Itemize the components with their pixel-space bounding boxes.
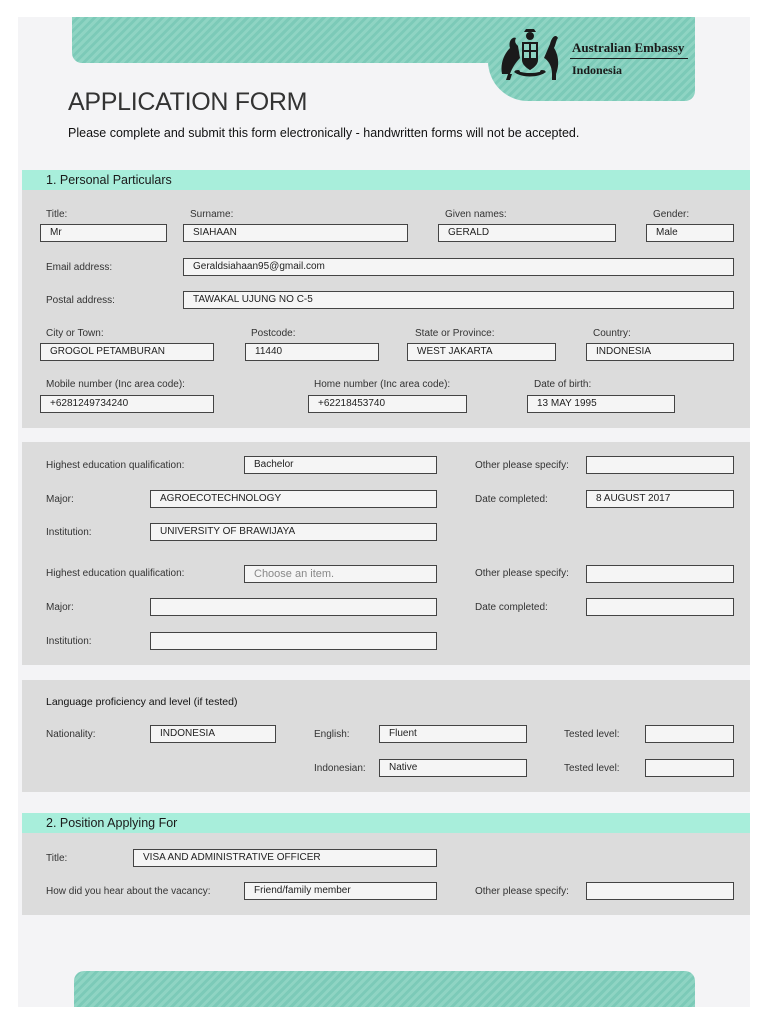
postcode-label: Postcode: — [251, 328, 296, 339]
page-subtitle: Please complete and submit this form electronically - handwritten forms will not be accepted. — [68, 126, 580, 140]
english-label: English: — [314, 729, 350, 740]
qualification-label: Highest education qualification: — [46, 568, 185, 579]
language-heading: Language proficiency and level (if tested) — [46, 696, 238, 708]
mobile-label: Mobile number (Inc area code): — [46, 379, 185, 390]
indonesian-field[interactable]: Native — [379, 759, 527, 777]
gender-field[interactable]: Male — [646, 224, 734, 242]
given-names-field[interactable]: GERALD — [438, 224, 616, 242]
gender-label: Gender: — [653, 209, 690, 220]
indonesian-label: Indonesian: — [314, 763, 366, 774]
date-completed-field[interactable] — [586, 598, 734, 616]
vacancy-source-dropdown[interactable]: Friend/family member — [244, 882, 437, 900]
postal-address-field[interactable]: TAWAKAL UJUNG NO C-5 — [183, 291, 734, 309]
institution-label: Institution: — [46, 636, 92, 647]
tested-level-label: Tested level: — [564, 763, 620, 774]
title-field[interactable]: Mr — [40, 224, 167, 242]
given-names-label: Given names: — [445, 209, 507, 220]
institution-field[interactable]: UNIVERSITY OF BRAWIJAYA — [150, 523, 437, 541]
english-field[interactable]: Fluent — [379, 725, 527, 743]
major-label: Major: — [46, 602, 74, 613]
other-specify-label: Other please specify: — [475, 886, 569, 897]
qualification-dropdown[interactable]: Choose an item. — [244, 565, 437, 583]
institution-label: Institution: — [46, 527, 92, 538]
other-specify-label: Other please specify: — [475, 460, 569, 471]
tested-level-indonesian-field[interactable] — [645, 759, 734, 777]
nationality-label: Nationality: — [46, 729, 96, 740]
major-label: Major: — [46, 494, 74, 505]
state-label: State or Province: — [415, 328, 495, 339]
embassy-divider — [570, 58, 688, 59]
title-label: Title: — [46, 209, 68, 220]
section-2-header: 2. Position Applying For — [22, 813, 750, 833]
other-specify-label: Other please specify: — [475, 568, 569, 579]
date-completed-label: Date completed: — [475, 494, 548, 505]
country-field[interactable]: INDONESIA — [586, 343, 734, 361]
surname-field[interactable]: SIAHAAN — [183, 224, 408, 242]
tested-level-english-field[interactable] — [645, 725, 734, 743]
country-label: Country: — [593, 328, 631, 339]
position-title-label: Title: — [46, 853, 68, 864]
institution-field[interactable] — [150, 632, 437, 650]
home-number-label: Home number (Inc area code): — [314, 379, 451, 390]
date-completed-field[interactable]: 8 AUGUST 2017 — [586, 490, 734, 508]
other-specify-field[interactable] — [586, 565, 734, 583]
postal-address-label: Postal address: — [46, 295, 115, 306]
other-specify-field[interactable] — [586, 882, 734, 900]
embassy-country: Indonesia — [572, 63, 623, 77]
tested-level-label: Tested level: — [564, 729, 620, 740]
city-label: City or Town: — [46, 328, 104, 339]
city-field[interactable]: GROGOL PETAMBURAN — [40, 343, 214, 361]
embassy-name: Australian Embassy — [572, 40, 685, 55]
dob-field[interactable]: 13 MAY 1995 — [527, 395, 675, 413]
email-field[interactable]: Geraldsiahaan95@gmail.com — [183, 258, 734, 276]
position-panel — [22, 833, 750, 915]
qualification-label: Highest education qualification: — [46, 460, 185, 471]
qualification-dropdown[interactable]: Bachelor — [244, 456, 437, 474]
position-title-field[interactable]: VISA AND ADMINISTRATIVE OFFICER — [133, 849, 437, 867]
mobile-field[interactable]: +6281249734240 — [40, 395, 214, 413]
home-number-field[interactable]: +62218453740 — [308, 395, 467, 413]
major-field[interactable]: AGROECOTECHNOLOGY — [150, 490, 437, 508]
dob-label: Date of birth: — [534, 379, 592, 390]
state-field[interactable]: WEST JAKARTA — [407, 343, 556, 361]
email-label: Email address: — [46, 262, 113, 273]
other-specify-field[interactable] — [586, 456, 734, 474]
section-1-header: 1. Personal Particulars — [22, 170, 750, 190]
coat-of-arms-icon — [494, 24, 566, 80]
footer-banner — [74, 971, 695, 1007]
nationality-field[interactable]: INDONESIA — [150, 725, 276, 743]
page-title: APPLICATION FORM — [68, 88, 308, 116]
postcode-field[interactable]: 11440 — [245, 343, 379, 361]
vacancy-source-label: How did you hear about the vacancy: — [46, 886, 211, 897]
date-completed-label: Date completed: — [475, 602, 548, 613]
surname-label: Surname: — [190, 209, 234, 220]
major-field[interactable] — [150, 598, 437, 616]
